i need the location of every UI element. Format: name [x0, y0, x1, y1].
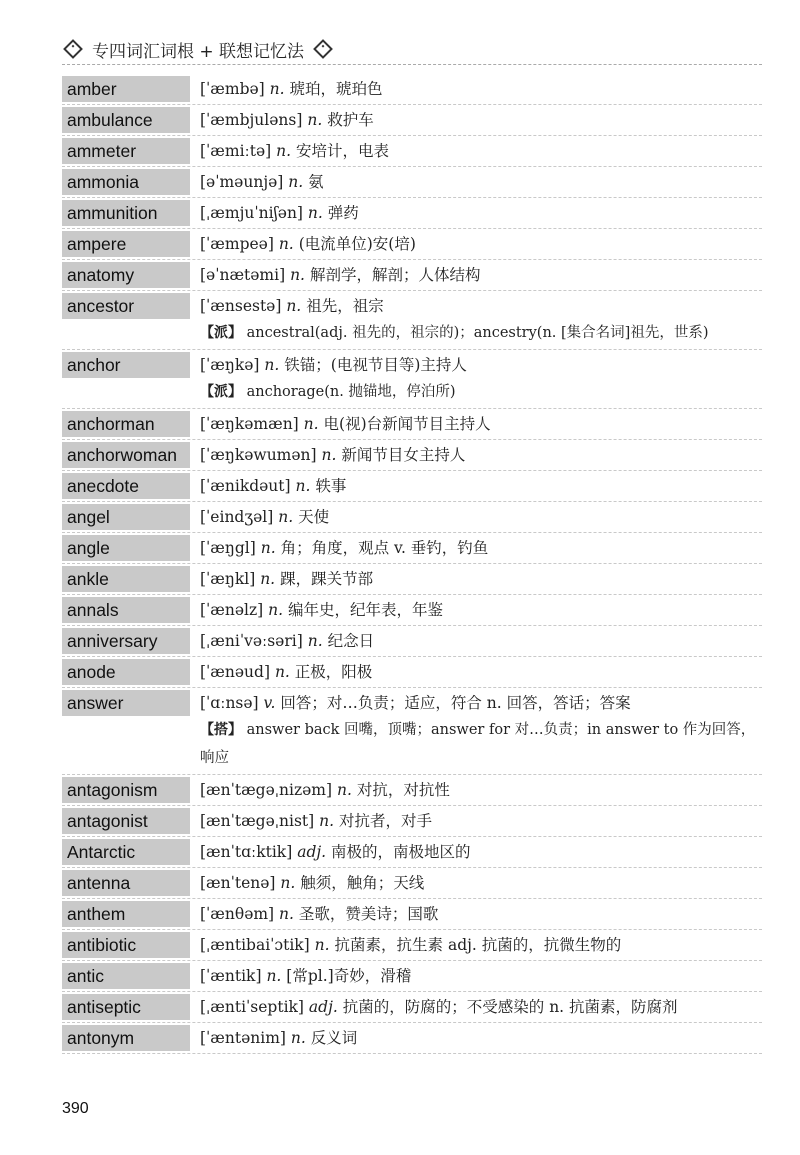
part-of-speech: n. — [278, 235, 294, 253]
meaning: 祖先，祖宗 — [306, 297, 384, 315]
entry-body — [190, 533, 762, 563]
definition-line — [200, 930, 762, 960]
definition-line — [200, 409, 762, 439]
headword: antonym — [62, 1025, 190, 1051]
meaning: 触须，触角；天线 — [300, 874, 425, 892]
vocab-entry — [62, 657, 762, 688]
vocab-entry — [62, 626, 762, 657]
definition-line — [200, 229, 762, 259]
entry-body — [190, 105, 762, 135]
headword: ammeter — [62, 138, 190, 164]
definition-line — [200, 74, 762, 104]
running-header — [62, 36, 762, 62]
headword: anthem — [62, 901, 190, 927]
phonetic: [ˈæmbjuləns] — [200, 111, 303, 129]
entry-body — [190, 657, 762, 687]
meaning: 解剖学，解剖；人体结构 — [309, 266, 481, 284]
part-of-speech: n. — [268, 601, 284, 619]
vocab-entry — [62, 350, 762, 409]
vocab-entry — [62, 775, 762, 806]
definition-line — [200, 136, 762, 166]
meaning: 抗菌素，抗生素 adj. 抗菌的，抗微生物的 — [334, 936, 622, 954]
note-tag: 【派】 — [200, 325, 242, 341]
meaning: 南极的，南极地区的 — [331, 843, 471, 861]
part-of-speech: n. — [321, 446, 337, 464]
phonetic: [ænˈtægəˌnist] — [200, 812, 315, 830]
entry-body — [190, 961, 762, 991]
phonetic: [ˈænikdəut] — [200, 477, 291, 495]
vocab-entry — [62, 595, 762, 626]
part-of-speech: n. — [276, 142, 292, 160]
entry-body — [190, 688, 762, 774]
headword: anniversary — [62, 628, 190, 654]
part-of-speech: n. — [303, 415, 319, 433]
phonetic: [ˌæntibaiˈɔtik] — [200, 936, 310, 954]
vocab-entry — [62, 961, 762, 992]
definition-line — [200, 626, 762, 656]
part-of-speech: n. — [319, 812, 335, 830]
definition-line — [200, 775, 762, 805]
headword: antenna — [62, 870, 190, 896]
part-of-speech: n. — [266, 967, 282, 985]
entry-body — [190, 899, 762, 929]
part-of-speech: n. — [260, 539, 276, 557]
headword: ambulance — [62, 107, 190, 133]
meaning: 电(视)台新闻节目主持人 — [323, 415, 491, 433]
meaning: 编年史，纪年表，年鉴 — [288, 601, 444, 619]
headword: Antarctic — [62, 839, 190, 865]
definition-line — [200, 688, 762, 718]
definition-line — [200, 198, 762, 228]
vocab-entry — [62, 198, 762, 229]
vocab-entry — [62, 868, 762, 899]
headword: annals — [62, 597, 190, 623]
phonetic: [ˈænəlz] — [200, 601, 264, 619]
note-tag: 【派】 — [200, 384, 242, 400]
note-text: anchorage(n. 抛锚地，停泊所) — [246, 384, 456, 400]
vocabulary-list — [62, 74, 762, 1054]
part-of-speech: n. — [307, 111, 323, 129]
phonetic: [ænˈtægəˌnizəm] — [200, 781, 333, 799]
headword: ampere — [62, 231, 190, 257]
definition-line — [200, 1023, 762, 1053]
definition-line — [200, 595, 762, 625]
part-of-speech: n. — [336, 781, 352, 799]
headword: antibiotic — [62, 932, 190, 958]
meaning: 安培计，电表 — [296, 142, 390, 160]
header-divider — [62, 64, 762, 65]
headword: anchorman — [62, 411, 190, 437]
vocab-entry — [62, 564, 762, 595]
entry-body — [190, 198, 762, 228]
entry-body — [190, 837, 762, 867]
entry-body — [190, 775, 762, 805]
headword: antagonism — [62, 777, 190, 803]
definition-line — [200, 992, 762, 1022]
vocab-entry — [62, 688, 762, 775]
phonetic: [ˌæniˈvəːsəri] — [200, 632, 303, 650]
definition-line — [200, 899, 762, 929]
meaning: 抗菌的，防腐的；不受感染的 n. 抗菌素，防腐剂 — [342, 998, 678, 1016]
part-of-speech: n. — [286, 297, 302, 315]
headword: anchor — [62, 352, 190, 378]
headword: angle — [62, 535, 190, 561]
phonetic: [ˈæntənim] — [200, 1029, 286, 1047]
part-of-speech: n. — [278, 508, 294, 526]
headword: ammonia — [62, 169, 190, 195]
note-text: ancestral(adj. 祖先的，祖宗的)；ancestry(n. [集合名词]祖先，世系) — [246, 325, 709, 341]
meaning: 轶事 — [315, 477, 347, 495]
entry-body — [190, 992, 762, 1022]
phonetic: [ænˈtenə] — [200, 874, 276, 892]
phonetic: [əˈməunjə] — [200, 173, 284, 191]
meaning: 对抗，对抗性 — [356, 781, 450, 799]
meaning: (电流单位)安(培) — [298, 235, 416, 253]
vocab-entry — [62, 229, 762, 260]
phonetic: [ˈæŋkl] — [200, 570, 256, 588]
definition-line — [200, 350, 762, 380]
entry-body — [190, 868, 762, 898]
phonetic: [ˈɑːnsə] — [200, 694, 259, 712]
vocab-entry — [62, 105, 762, 136]
meaning: 回答；对…负责；适应，符合 n. 回答，答话；答案 — [280, 694, 631, 712]
vocab-entry — [62, 260, 762, 291]
definition-line — [200, 657, 762, 687]
part-of-speech: n. — [279, 905, 294, 923]
meaning: 纪念日 — [327, 632, 375, 650]
entry-body — [190, 595, 762, 625]
meaning: 氨 — [308, 173, 324, 191]
part-of-speech: adj. — [297, 843, 327, 861]
definition-line — [200, 440, 762, 470]
vocab-entry — [62, 440, 762, 471]
header-title: 专四词汇词根 + 联想记忆法 — [92, 41, 305, 62]
meaning: 对抗者，对手 — [338, 812, 432, 830]
definition-line — [200, 806, 762, 836]
vocab-entry — [62, 502, 762, 533]
vocab-entry — [62, 837, 762, 868]
diamond-icon — [313, 39, 333, 59]
vocab-entry — [62, 1023, 762, 1054]
part-of-speech: n. — [290, 1029, 306, 1047]
meaning: 圣歌，赞美诗；国歌 — [298, 905, 439, 923]
vocab-entry — [62, 136, 762, 167]
vocab-entry — [62, 471, 762, 502]
headword: anode — [62, 659, 190, 685]
part-of-speech: n. — [264, 356, 280, 374]
phonetic: [ˈæmbə] — [200, 80, 265, 98]
phonetic: [ˈæŋkəwumən] — [200, 446, 317, 464]
definition-line — [200, 502, 762, 532]
headword: anchorwoman — [62, 442, 190, 468]
definition-line — [200, 291, 762, 321]
entry-body — [190, 74, 762, 104]
headword: anecdote — [62, 473, 190, 499]
phonetic: [ˌæmjuˈniʃən] — [200, 204, 303, 222]
vocab-entry — [62, 409, 762, 440]
phonetic: [ˈæŋkə] — [200, 356, 260, 374]
phonetic: [ˈæŋkəmæn] — [200, 415, 299, 433]
meaning: [常pl.]奇妙，滑稽 — [286, 967, 412, 985]
meaning: 反义词 — [310, 1029, 358, 1047]
part-of-speech: n. — [288, 173, 304, 191]
entry-body — [190, 1023, 762, 1053]
part-of-speech: n. — [295, 477, 311, 495]
meaning: 天使 — [298, 508, 330, 526]
entry-body — [190, 350, 762, 408]
vocab-entry — [62, 806, 762, 837]
entry-body — [190, 136, 762, 166]
meaning: 新闻节目女主持人 — [341, 446, 466, 464]
part-of-speech: n. — [290, 266, 305, 284]
headword: ankle — [62, 566, 190, 592]
diamond-icon — [63, 39, 83, 59]
definition-line — [200, 533, 762, 563]
vocab-entry — [62, 291, 762, 350]
entry-body — [190, 471, 762, 501]
definition-line — [200, 105, 762, 135]
vocab-entry — [62, 74, 762, 105]
page-number: 390 — [62, 1100, 89, 1117]
entry-body — [190, 167, 762, 197]
headword: antagonist — [62, 808, 190, 834]
definition-line — [200, 868, 762, 898]
meaning: 正极，阳极 — [294, 663, 373, 681]
phonetic: [ˈæŋgl] — [200, 539, 256, 557]
part-of-speech: n. — [307, 632, 323, 650]
headword: answer — [62, 690, 190, 716]
vocab-entry — [62, 992, 762, 1023]
meaning: 琥珀，琥珀色 — [289, 80, 383, 98]
entry-body — [190, 564, 762, 594]
entry-body — [190, 930, 762, 960]
definition-line — [200, 167, 762, 197]
meaning: 角；角度，观点 v. 垂钓，钓鱼 — [280, 539, 489, 557]
vocab-entry — [62, 533, 762, 564]
headword: angel — [62, 504, 190, 530]
definition-line — [200, 260, 762, 290]
part-of-speech: n. — [274, 663, 290, 681]
headword: antiseptic — [62, 994, 190, 1020]
part-of-speech: n. — [307, 204, 323, 222]
entry-note — [200, 319, 762, 349]
phonetic: [ˈænθəm] — [200, 905, 275, 923]
part-of-speech: n. — [280, 874, 296, 892]
phonetic: [ˈæmpeə] — [200, 235, 274, 253]
phonetic: [ænˈtɑːktik] — [200, 843, 293, 861]
note-text: answer back 回嘴，顶嘴；answer for 对…负责；in answer to 作为回答，响应 — [200, 722, 756, 766]
definition-line — [200, 961, 762, 991]
definition-line — [200, 837, 762, 867]
part-of-speech: v. — [263, 694, 276, 712]
meaning: 弹药 — [327, 204, 359, 222]
entry-body — [190, 291, 762, 349]
definition-line — [200, 564, 762, 594]
part-of-speech: n. — [269, 80, 285, 98]
phonetic: [ˌæntiˈseptik] — [200, 998, 304, 1016]
definition-line — [200, 471, 762, 501]
entry-body — [190, 260, 762, 290]
phonetic: [ˈænsestə] — [200, 297, 282, 315]
phonetic: [ˈeindʒəl] — [200, 508, 274, 526]
headword: ammunition — [62, 200, 190, 226]
vocab-entry — [62, 899, 762, 930]
headword: amber — [62, 76, 190, 102]
meaning: 救护车 — [327, 111, 374, 129]
phonetic: [əˈnætəmi] — [200, 266, 286, 284]
meaning: 铁锚；(电视节目等)主持人 — [284, 356, 467, 374]
meaning: 踝，踝关节部 — [280, 570, 374, 588]
part-of-speech: n. — [314, 936, 330, 954]
entry-body — [190, 409, 762, 439]
note-tag: 【搭】 — [200, 722, 242, 738]
part-of-speech: n. — [260, 570, 276, 588]
entry-note — [200, 716, 762, 774]
vocab-entry — [62, 930, 762, 961]
entry-body — [190, 806, 762, 836]
entry-body — [190, 502, 762, 532]
phonetic: [ˈæmiːtə] — [200, 142, 272, 160]
headword: antic — [62, 963, 190, 989]
phonetic: [ˈæntik] — [200, 967, 262, 985]
headword: ancestor — [62, 293, 190, 319]
entry-body — [190, 440, 762, 470]
vocab-entry — [62, 167, 762, 198]
entry-note — [200, 378, 762, 408]
phonetic: [ˈænəud] — [200, 663, 270, 681]
entry-body — [190, 626, 762, 656]
entry-body — [190, 229, 762, 259]
headword: anatomy — [62, 262, 190, 288]
part-of-speech: adj. — [308, 998, 338, 1016]
